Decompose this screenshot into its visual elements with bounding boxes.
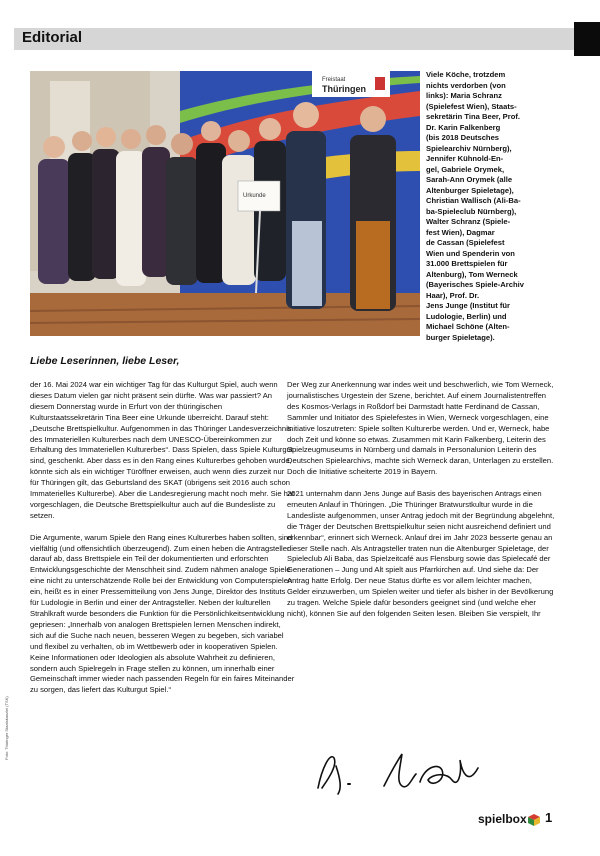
left-column [30, 380, 295, 707]
section-title: Editorial [22, 29, 83, 46]
spielbox-logo-icon [527, 813, 541, 827]
paragraph: Der Weg zur Anerkennung war indes weit und beschwerlich, wie Tom Werneck, journalistisches Urgestein der Szene, berichtet. Auf einem Journalistentreffen des Kosmos-Verlags in Roßdorf bei Darmstadt hatte Ferdinand de Cassan, Sammler und Initiator des Spielefestes in Wien, Werneck vorgeschlagen, eine Initiative loszutreten: Spiele sollten Kulturerbe werden. Und er, Werneck, habe doch Zeit und könne so etwas. Zusammen mit Karin Falkenberg, Leiterin des Spielzeugmuseums in Nürnberg und damals in Personalunion Leiterin des Deutschen Spielearchivs, machte sich Werneck daran, Unterlagen zu erstellen. Doch die Initiative scheiterte 2019 in Bayern. [287, 380, 554, 477]
paragraph: Die Argumente, warum Spiele den Rang eines Kulturerbes haben sollten, sind vielfältig (und offensichtlich überzeugend). Zum einen heben die Antragsteller darauf ab, dass Brettspiele ein Teil der dokumentierten und erforschten Entwicklungsgeschichte der Menschheit sind. Zudem nähmen analoge Spiele eine nicht zu unterschätzende Rolle bei der Entwicklung von Computerspielen ein, heißt es in einer Pressemitteilung von Jens Junge, Direktor des Instituts für Ludologie in Berlin und einer der Antragsteller. Neben der kulturellen Strahlkraft wurde besonders die Funktion für die Persönlichkeitsentwicklung gepriesen: „Innerhalb von analogen Brettspielen lernen Menschen indirekt, sich auf die Suche nach neuen, besseren Wegen zu begeben, sich variabel und flexibel zu verhalten, ob im Wettbewerb oder in kooperativen Spielen. Keine Informationen oder Ideologien als absolute Wahrheit zu definieren, sondern auch Spielregeln in Frage stellen zu können, um innerhalb einer Gemeinschaft immer wieder nach passenden Regeln für ein faires Miteinander zu sorgen, das liefert das Kulturgut Spiel.“ [30, 532, 295, 695]
banner-small-text: Freistaat [322, 77, 346, 83]
banner-main-text: Thüringen [322, 84, 366, 94]
header-black-block [574, 22, 600, 56]
page-number: 1 [545, 810, 553, 825]
photo-caption: Viele Köche, trotzdem nichts verdorben (von links): Maria Schranz (Spielefest Wien), Staats- sekretärin Tina Beer, Prof. Dr. Karin Falkenberg (bis 2018 Deutsches Spielearchiv Nürnberg), Jennifer Kühnold-En- gel, Gabriele Orymek, Sarah-Ann Orymek (alle Altenburger Spieletage), Christian Wallisch (Ali-Ba- ba-Spieleclub Nürnberg), Walter Schranz (Spiele- fest Wien), Dagmar de Cassan (Spielefest Wien und Spenderin von 31.000 Brettspielen für Altenburg), Tom Werneck (Bayerisches Spiele-Archiv Haar), Prof. Dr. Jens Junge (Institut für Ludologie, Berlin) und Michael Schöne (Alten- burger Spieletage). [426, 70, 524, 342]
paragraph: der 16. Mai 2024 war ein wichtiger Tag für das Kulturgut Spiel, auch wenn dieses Datum vielen gar nicht präsent sein dürfte. Was war passiert? An diesem Donnerstag wurde in Erfurt von der thüringischen Kulturstaatssekretärin Tina Beer eine Urkunde überreicht. Darauf steht: „Deutsche Brettspielkultur. Aufgenommen in das Thüringer Landesverzeichnis des Immateriellen Kulturerbes nach dem UNESCO-Übereinkommen zur Erhaltung des Immateriellen Kulturerbes“. Dass Spielen, dass Spiele Kulturgut sind, geschenkt. Aber dass es in den Rang eines Kulturerbes gehoben wurde, könnte sich als ein wichtiger Türöffner erweisen, auch wenn dies zurzeit nur für Thüringen gilt, das Geburtsland des SKAT (übrigens seit 2016 auch schon Immaterielles Kulturerbe). Aber die Landesregierung macht noch mehr. Sie hat vorgeschlagen, die Deutsche Brettspielkultur auch auf die Bundesliste zu setzen. [30, 380, 295, 520]
certificate-text: Urkunde [243, 193, 266, 199]
brand-name: spielbox [478, 812, 527, 826]
signature [312, 738, 497, 800]
right-column [287, 380, 555, 631]
salutation: Liebe Leserinnen, liebe Leser, [30, 355, 180, 367]
photo-credit: Foto: Thüringer Staatskanzlei (TSK) [4, 696, 9, 760]
paragraph: 2021 unternahm dann Jens Junge auf Basis des bayerischen Antrags einen erneuten Anlauf in Thüringen. „Die Thüringer Bratwurstkultur wurde in die Landesliste aufgenommen, unser Antrag jedoch mit der Begründung abgelehnt, die Träger der Deutschen Brettspielkultur seien nicht ausreichend definiert und erkennbar“, erinnert sich Werneck. Anlauf drei im Jahr 2023 besserte genau an dieser Stelle nach. Als Antragsteller traten nun die Altenburger Spieletage, der Spieleclub Ali Baba, das Spielzeitcafé aus Flensburg sowie das Spielecafé der Generationen – Jung und Alt spielt aus Pfarrkirchen auf. Und siehe da: Der Antrag hatte Erfolg. Der neue Status dürfte es vor allem leichter machen, Gelder einzuwerben, um Spielen weiter und tiefer als bisher in der Bevölkerung zu tragen. Welche Spiele dafür besonders geeignet sind (und welche eher nicht), können Sie auf den folgenden Seiten lesen. Bleiben Sie verspielt, Ihr [287, 489, 555, 619]
group-photo [30, 71, 420, 336]
header-bar [14, 28, 574, 50]
